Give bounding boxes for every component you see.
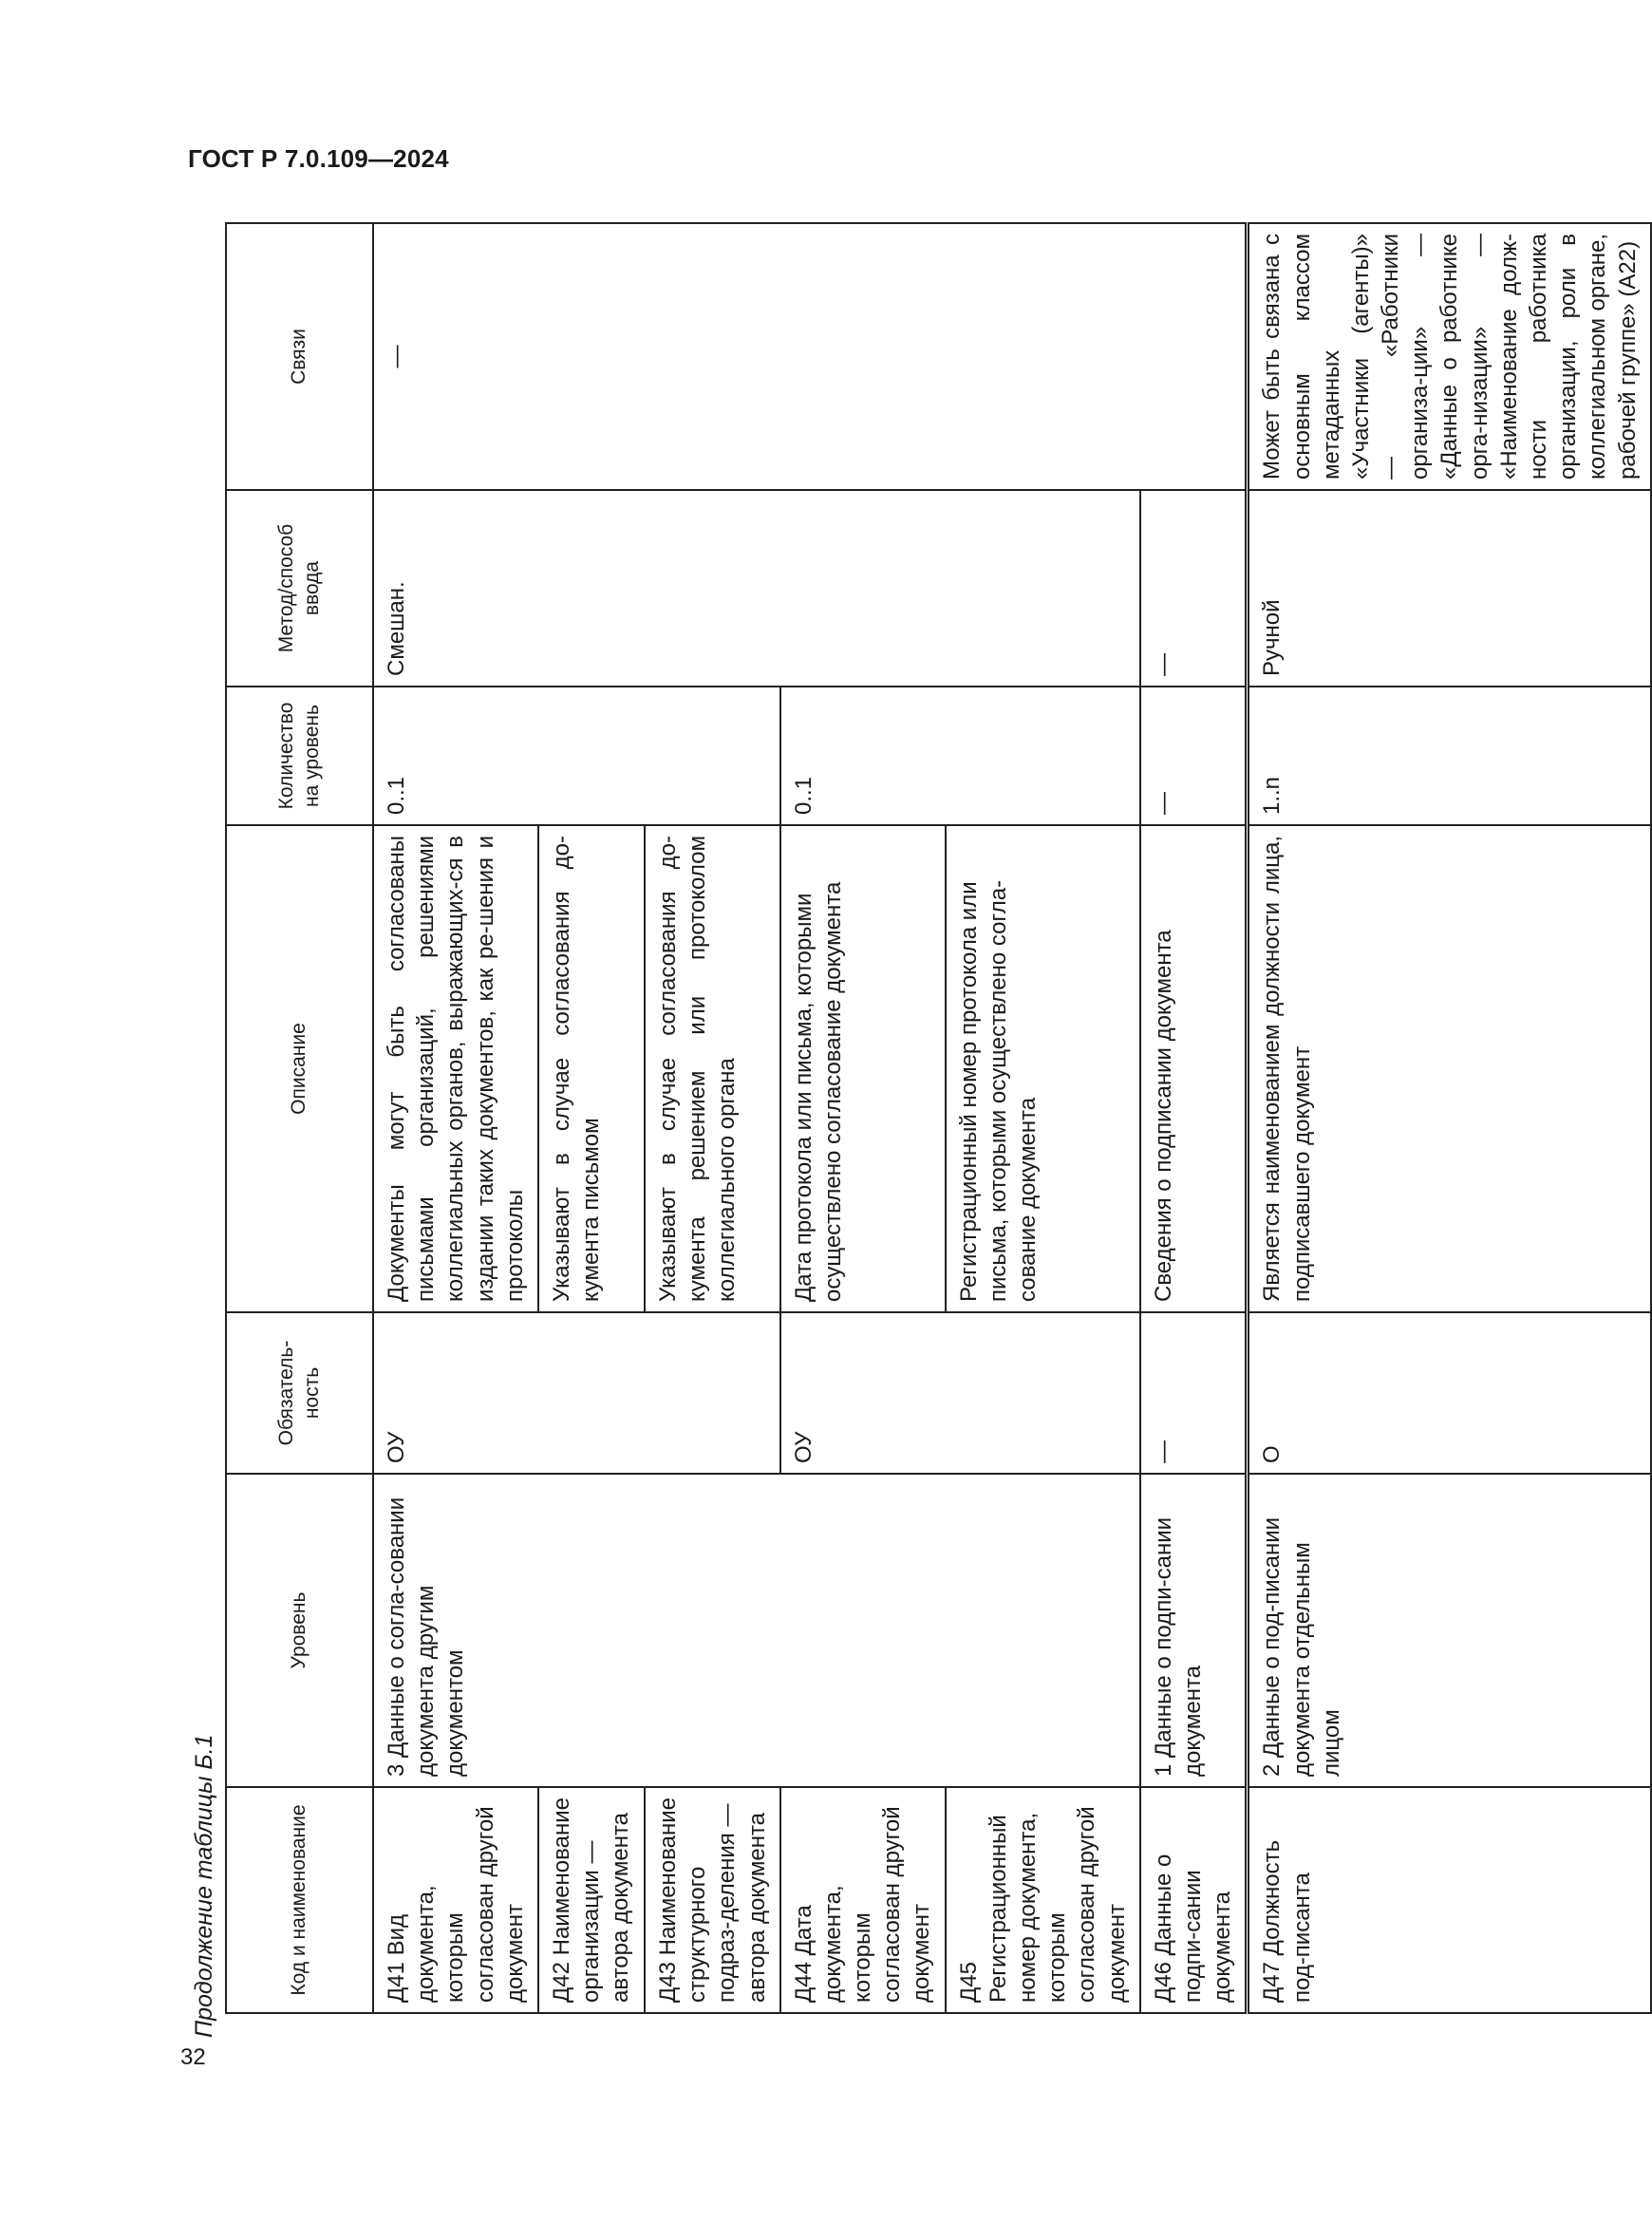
table-row-d41 xyxy=(373,223,538,2013)
cell-description-d46: Сведения о подписании документа xyxy=(1140,825,1248,1312)
col-header-description: Описание xyxy=(226,825,373,1312)
cell-obligation-d41: ОУ xyxy=(373,1312,780,1474)
cell-relations-d41: — xyxy=(373,223,1248,490)
cell-description-d44: Дата протокола или письма, которыми осуществлено согласование документа xyxy=(780,825,946,1312)
col-header-code: Код и наименование xyxy=(226,1787,373,2013)
col-header-relations: Связи xyxy=(226,223,373,490)
cell-description-d47: Является наименованием должности лица, подписавшего документ xyxy=(1248,825,1651,1312)
cell-relations-d47: Может быть связана с основным классом метаданных «Участники (агенты)» — «Работники организа-ции» — «Данные о работнике орга-низации» — «Наименование долж-ности работника организации, роли в коллегиальном органе, рабочей группе» (А22) xyxy=(1248,223,1651,490)
cell-level-d41: 3 Данные о согла-совании документа другим документом xyxy=(373,1474,1140,1787)
cell-level-d47: 2 Данные о под-писании документа отдельным лицом xyxy=(1248,1474,1651,1787)
cell-obligation-d46: — xyxy=(1140,1312,1248,1474)
cell-method-d41: Смешан. xyxy=(373,490,1140,687)
table-row-d47 xyxy=(1248,223,1651,2013)
cell-quantity-d47: 1..n xyxy=(1248,687,1651,825)
rotated-table-container xyxy=(225,224,1641,2014)
cell-obligation-d47: О xyxy=(1248,1312,1651,1474)
metadata-table xyxy=(225,222,1652,2014)
cell-obligation-d44: ОУ xyxy=(780,1312,1140,1474)
cell-description-d43: Указывают в случае согласования до-кумента решением или протоколом коллегиального органа xyxy=(645,825,780,1312)
col-header-method: Метод/способ ввода xyxy=(226,490,373,687)
cell-quantity-d46: — xyxy=(1140,687,1248,825)
cell-method-d46: — xyxy=(1140,490,1248,687)
cell-quantity-d44: 0..1 xyxy=(780,687,1140,825)
col-header-quantity: Количество на уровень xyxy=(226,687,373,825)
cell-code-d41: Д41 Вид документа, которым согласован другой документ xyxy=(373,1787,538,2013)
cell-code-d43: Д43 Наименование структурного подраз-деления — автора документа xyxy=(645,1787,780,2013)
cell-method-d47: Ручной xyxy=(1248,490,1651,687)
cell-code-d44: Д44 Дата документа, которым согласован другой документ xyxy=(780,1787,946,2013)
cell-quantity-d41: 0..1 xyxy=(373,687,780,825)
cell-code-d45: Д45 Регистрационный номер документа, которым согласован другой документ xyxy=(946,1787,1140,2013)
cell-code-d47: Д47 Должность под-писанта xyxy=(1248,1787,1651,2013)
cell-description-d42: Указывают в случае согласования до-кумента письмом xyxy=(538,825,645,1312)
table-caption: Продолжение таблицы Б.1 xyxy=(191,1734,217,2038)
table-wrapper xyxy=(225,224,1641,2014)
header-row xyxy=(226,223,373,2013)
cell-code-d42: Д42 Наименование организации — автора документа xyxy=(538,1787,645,2013)
cell-code-d46: Д46 Данные о подпи-сании документа xyxy=(1140,1787,1248,2013)
table-row-d46 xyxy=(1140,223,1248,2013)
col-header-obligation: Обязатель-ность xyxy=(226,1312,373,1474)
doc-title: ГОСТ Р 7.0.109—2024 xyxy=(188,144,449,173)
cell-description-d45: Регистрационный номер протокола или письма, которыми осуществлено согла-сование документа xyxy=(946,825,1140,1312)
caption-wrapper xyxy=(185,1705,223,2038)
cell-level-d46: 1 Данные о подпи-сании документа xyxy=(1140,1474,1248,1787)
page-number: 32 xyxy=(180,2044,206,2070)
cell-description-d41: Документы могут быть согласованы письмами организаций, решениями коллегиальных органов, выражающих-ся в издании таких документов, как ре-шения и протоколы xyxy=(373,825,538,1312)
col-header-level: Уровень xyxy=(226,1474,373,1787)
